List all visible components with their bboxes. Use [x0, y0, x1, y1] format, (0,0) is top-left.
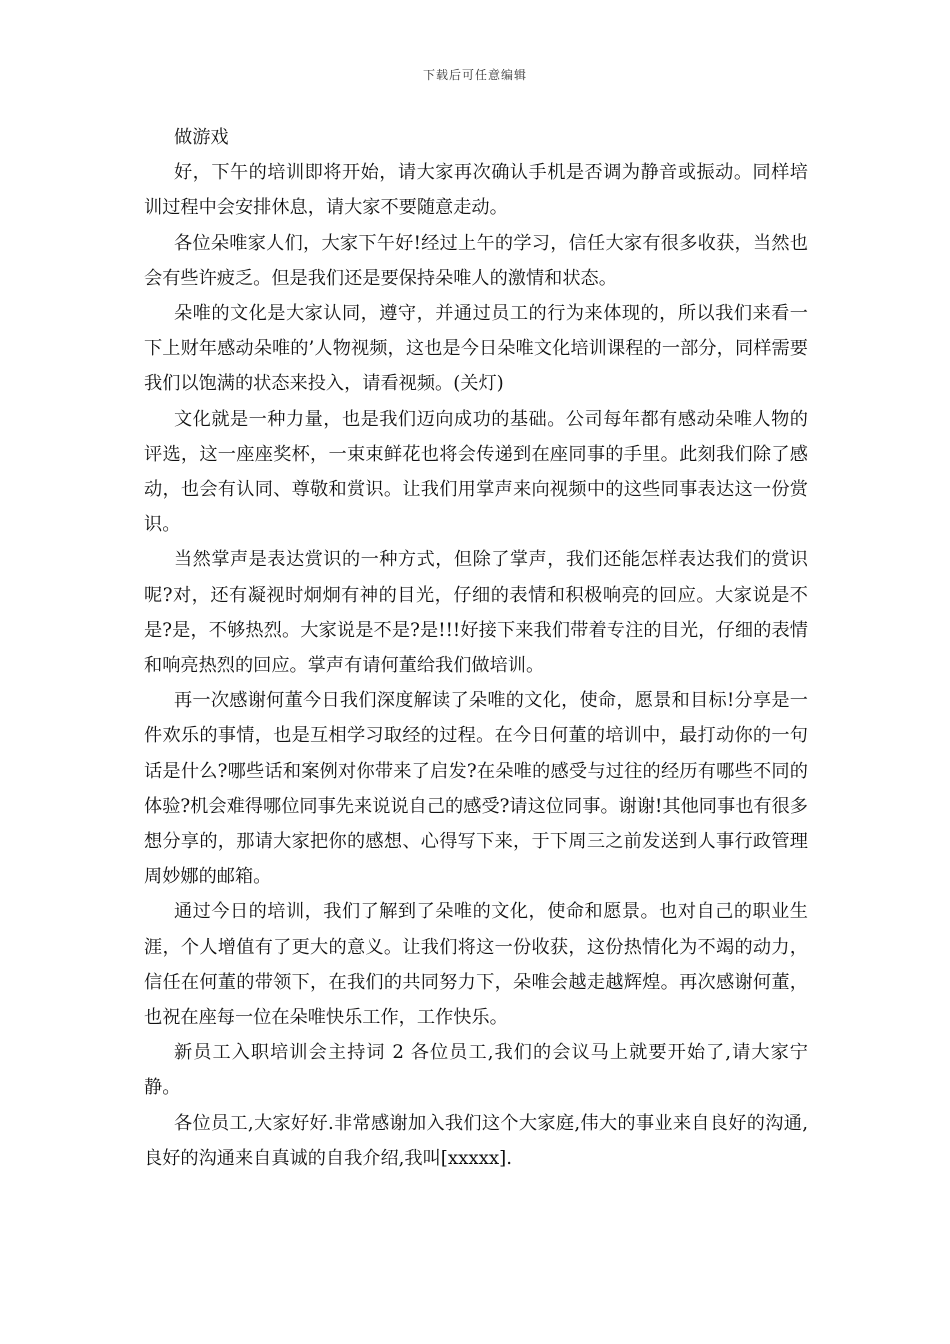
paragraph: 通过今日的培训，我们了解到了朵唯的文化，使命和愿景。也对自己的职业生涯，个人增值有了更大的意义。让我们将这一份收获，这份热情化为不竭的动力，信任在何董的带领下，在我们的共同努力下，朵唯会越走越辉煌。再次感谢何董，也祝在座每一位在朵唯快乐工作，工作快乐。: [144, 901, 808, 1029]
paragraph: 好，下午的培训即将开始，请大家再次确认手机是否调为静音或振动。同样培训过程中会安排休息，请大家不要随意走动。: [144, 162, 808, 219]
paragraph-heading: 做游戏: [174, 127, 229, 148]
paragraph: 当然掌声是表达赏识的一种方式，但除了掌声，我们还能怎样表达我们的赏识呢?对，还有凝视时炯炯有神的目光，仔细的表情和积极响亮的回应。大家说是不是?是，不够热烈。大家说是不是?是!!!好接下来我们带着专注的目光，仔细的表情和响亮热烈的回应。掌声有请何董给我们做培训。: [144, 549, 808, 677]
document-body: [144, 120, 808, 1176]
paragraph: 再一次感谢何董今日我们深度解读了朵唯的文化，使命，愿景和目标!分享是一件欢乐的事情，也是互相学习取经的过程。在今日何董的培训中，最打动你的一句话是什么?哪些话和案例对你带来了启发?在朵唯的感受与过往的经历有哪些不同的体验?机会难得哪位同事先来说说自己的感受?请这位同事。谢谢!其他同事也有很多想分享的，那请大家把你的感想、心得写下来，于下周三之前发送到人事行政管理周妙娜的邮箱。: [144, 690, 808, 888]
paragraph: 新员工入职培训会主持词 2 各位员工,我们的会议马上就要开始了,请大家宁静。: [144, 1042, 808, 1099]
header-note: 下载后可任意编辑: [422, 68, 527, 82]
paragraph: 文化就是一种力量，也是我们迈向成功的基础。公司每年都有感动朵唯人物的评选，这一座座奖杯，一束束鲜花也将会传递到在座同事的手里。此刻我们除了感动，也会有认同、尊敬和赏识。让我们用掌声来向视频中的这些同事表达这一份赏识。: [144, 408, 808, 536]
paragraph: 各位朵唯家人们，大家下午好!经过上午的学习，信任大家有很多收获，当然也会有些许疲乏。但是我们还是要保持朵唯人的激情和状态。: [144, 232, 808, 289]
paragraph: 各位员工,大家好好.非常感谢加入我们这个大家庭,伟大的事业来自良好的沟通,良好的沟通来自真诚的自我介绍,我叫[xxxxx].: [144, 1112, 808, 1169]
paragraph: 朵唯的文化是大家认同，遵守，并通过员工的行为来体现的，所以我们来看一下上财年感动朵唯的’人物视频，这也是今日朵唯文化培训课程的一部分，同样需要我们以饱满的状态来投入，请看视频。(关灯): [144, 303, 808, 395]
